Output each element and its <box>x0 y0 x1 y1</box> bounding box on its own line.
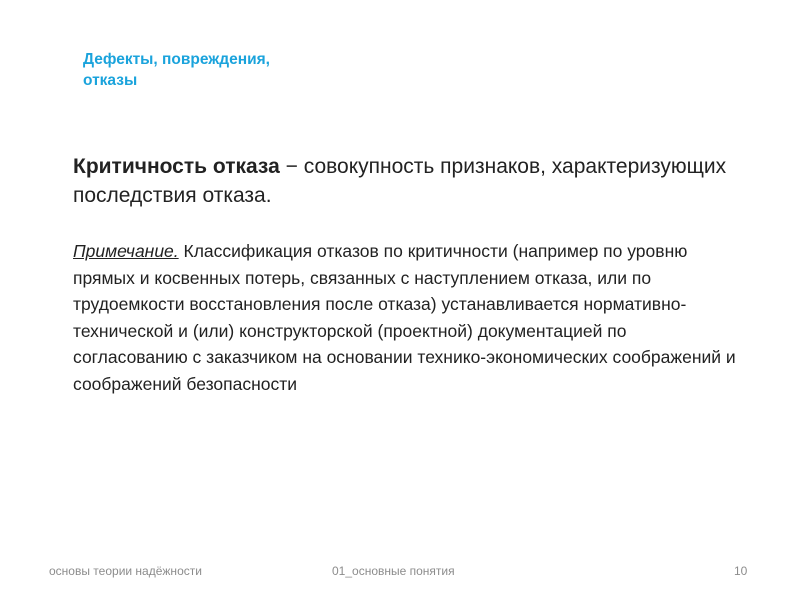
footer-lecture-name: 01_основные понятия <box>332 564 455 578</box>
footer-course-name: основы теории надёжности <box>49 564 202 578</box>
definition-separator: − <box>279 155 304 178</box>
note-paragraph <box>73 238 743 397</box>
definition-text: совокупность признаков, характеризующих последствия отказа. <box>73 155 727 207</box>
definition-term: Критичность отказа <box>73 155 280 178</box>
section-title-line-1: Дефекты, повреждения, <box>83 51 270 68</box>
note-label: Примечание. <box>73 241 179 261</box>
note-text: Классификация отказов по критичности (например по уровню прямых и косвенных потерь, связанных с наступлением отказа, или по трудоемкости восстановления после отказа) устанавливается нормативно-технической и (или) конструкторской (проектной) документацией по согласованию с заказчиком на основании технико-экономических соображений и соображений безопасности <box>73 241 736 394</box>
section-title <box>83 49 343 91</box>
definition-paragraph <box>73 152 733 210</box>
footer-page-number: 10 <box>734 564 748 578</box>
section-title-line-2: отказы <box>83 72 138 89</box>
